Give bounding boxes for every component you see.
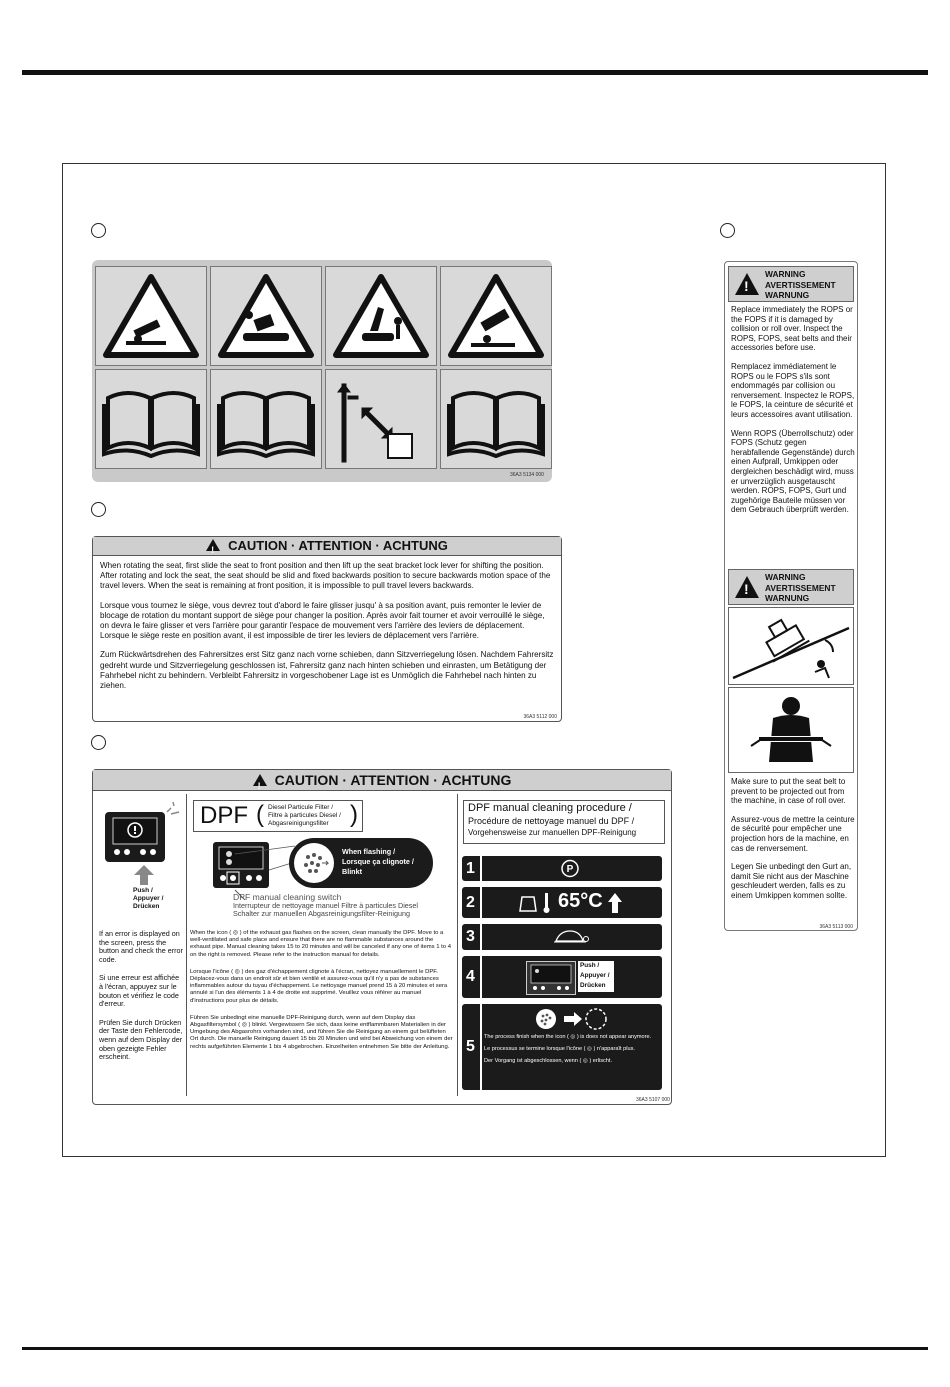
switch-description [233, 902, 418, 918]
track-hazard-pictogram [210, 266, 322, 366]
read-manual-pictogram [210, 369, 322, 469]
procedure-step-5 [462, 1004, 662, 1090]
column-divider [457, 794, 458, 1096]
procedure-title-box [463, 800, 665, 844]
dpf-text-fr: Lorsque l'icône ( ◎ ) des gaz d'échappement clignote à l'écran, nettoyez manuellement le DPF. Déplacez-vous dans un endroit sûr et bien ventilé et assurez-vous qu'il n'y a pas de substances inflammables autour du tuyau d'échappement. Le nettoyage manuel prend 15 à 20 minutes et sera annulé si l'un des éléments 1 à 4 de droite est supprimé. Veuillez vous référer au manuel d'instructions pour plus de détails. [190, 968, 448, 1004]
warning-triangle-icon [253, 774, 267, 786]
label-index-circle [720, 223, 735, 238]
label-index-circle [91, 502, 106, 517]
caution-header [93, 770, 671, 791]
rops-text-de: Wenn ROPS (Überrollschutz) oder FOPS (Schutz gegen herabfallende Gegenstände) durch einen Aufprall, Umkippen oder dergleichen beschädigt wird, muss er unverzüglich ausgetauscht werden. ROPS, FOPS, Gurt und zugehörige Bauteile müssen vor dem Gebrauch überprüft werden. [731, 428, 855, 515]
lever-lock-pictogram [325, 369, 437, 469]
step5-text-en: The process finish when the icon ( ◎ ) is does not appear anymore. [484, 1034, 652, 1040]
belt-text-fr: Assurez-vous de mettre la ceinture de sécurité pour empêcher une projection hors de la machine, en cas de renversement. [731, 814, 855, 853]
label-code: 36A3 5112 000 [523, 714, 557, 720]
step-number: 5 [466, 1038, 475, 1055]
step-number: 2 [466, 893, 475, 911]
warning-en: WARNING [765, 572, 806, 582]
rops-text [731, 305, 855, 524]
coolant-temperature-icon [518, 891, 560, 915]
switch-title: DPF manual cleaning switch [233, 892, 342, 902]
switch-line-fr: Interrupteur de nettoyage manuel Filtre à particules Diesel [233, 901, 418, 910]
dpf-description [268, 804, 341, 827]
warning-de: WARNUNG [765, 290, 810, 300]
paren-open: ( [256, 801, 264, 828]
read-manual-pictogram [440, 369, 552, 469]
caution-title: CAUTION · ATTENTION · ACHTUNG [228, 538, 448, 553]
push-fr: Appuyer / [133, 895, 164, 902]
switch-line-de: Schalter zur manuellen Abgasreinigungsfilter-Reinigung [233, 909, 410, 919]
warning-triangle-icon [735, 273, 759, 295]
label-code: 36A3 5107 000 [636, 1097, 670, 1103]
procedure-title-fr: Procédure de nettoyage manuel du DPF / [468, 816, 635, 826]
dpf-text-en: When the icon ( ◎ ) of the exhaust gas flashes on the screen, clean manually the DPF. Move to a well-ventilated and safe place and ensure that there are no flammable substances around the exhaust pipe. Manual cleaning takes 15 to 20 minutes and will be canceled if any one of items 1 to 4 on the right is removed. Please refer to the instruction manual for details. [190, 930, 451, 958]
svg-text:P: P [566, 864, 574, 875]
procedure-title-en: DPF manual cleaning procedure / [468, 802, 632, 814]
dpf-title-box [193, 800, 363, 832]
caution-text-en: When rotating the seat, first slide the seat to front position and then lift up the seat bracket lock lever for shifting the position. After rotating and lock the seat, the seat should be slid and fixed backwards position to secure backwards motion space of the travel levers. When the seat is remaining at front position, it is impossible to pull travel levers backwards. [100, 561, 551, 591]
push-fr: Appuyer / [580, 972, 610, 979]
push-en: Push / [580, 962, 600, 969]
dpf-icon-disappears [534, 1007, 610, 1031]
error-text-de: Prüfen Sie durch Drücken der Taste den Fehlercode, wenn auf dem Display der oben gezeigte Fehler erscheint. [99, 1017, 183, 1062]
paren-close: ) [350, 801, 358, 828]
pictogram-code: 36A3 5134 000 [510, 472, 544, 478]
warning-triangle-icon [735, 576, 759, 598]
push-label [133, 887, 163, 911]
display-unit-icon [105, 812, 165, 862]
dpf-line-de: Abgasreinigungsfilter [268, 819, 329, 827]
dpf-instructions [190, 930, 454, 1051]
swing-hazard-pictogram [325, 266, 437, 366]
warning-fr: AVERTISSEMENT [765, 279, 836, 290]
warning-head-text [765, 269, 836, 301]
read-manual-pictogram [95, 369, 207, 469]
top-rule [22, 70, 928, 75]
seat-belt-pictogram [728, 687, 854, 773]
seat-caution-label [92, 536, 562, 722]
turtle-low-speed-icon [550, 929, 590, 946]
warning-fr: AVERTISSEMENT [765, 582, 836, 593]
step5-text [484, 1034, 659, 1065]
step5-text-fr: Le processus se termine lorsque l'icône ( ◎ ) n'apparaît plus. [484, 1046, 635, 1052]
procedure-step-3 [462, 924, 662, 950]
belt-text-de: Legen Sie unbedingt den Gurt an, damit Sie nicht aus der Maschine geschleudert werden, falls es zu einem Umkippen kommen sollte. [731, 862, 852, 900]
flash-lines-icon [165, 800, 181, 816]
bottom-rule [22, 1347, 928, 1350]
flashing-en: When flashing / [342, 847, 396, 856]
label-code: 36A3 5113 000 [819, 924, 853, 930]
switch-display-icon [526, 961, 576, 995]
rops-warning-label [724, 261, 858, 931]
rollover-pictogram [728, 607, 854, 685]
caution-text-fr: Lorsque vous tournez le siège, vous devrez tout d'abord le faire glisser jusqu' à sa position avant, puis remonter le levier de blocage de rotation du montant support de siège pour changer la position. Après avoir fait tourner et avoir verrouillé le siège, on devra le faire glisser et vers l'arrière pour garantir l'espace de mouvement vers l'arrière des leviers de déplacement. Lorsque le siège reste en position avant, il est impossible de tirer les leviers de déplacement vers l'arrière. [100, 600, 545, 641]
procedure-step-1 [462, 856, 662, 881]
step4-push-label [578, 961, 614, 992]
push-de: Drücken [580, 982, 606, 989]
warning-en: WARNING [765, 269, 806, 279]
caution-title: CAUTION · ATTENTION · ACHTUNG [274, 772, 512, 788]
rops-text-fr: Remplacez immédiatement le ROPS ou le FOPS s'ils sont endommagés par collision ou renversement. Inspectez le ROPS, le FOPS, la ceinture de sécurité et leurs accessoires avant utilisation. [731, 361, 855, 419]
error-text-en: If an error is displayed on the screen, press the button and check the error code. [99, 929, 183, 964]
flashing-de: Blinkt [342, 867, 362, 876]
label-index-circle [91, 735, 106, 750]
warning-triangle-icon [206, 539, 220, 551]
pictogram-label [92, 260, 552, 482]
flashing-callout [289, 838, 433, 888]
step-number: 4 [466, 968, 475, 985]
caution-header [93, 537, 561, 556]
push-en: Push / [133, 887, 153, 894]
label-index-circle [91, 223, 106, 238]
dpf-line-en: Diesel Particule Filter / [268, 804, 334, 811]
up-arrow-icon [608, 893, 622, 913]
parking-brake-icon [560, 859, 580, 878]
dpf-big-text: DPF [200, 802, 248, 829]
dpf-line-fr: Filtre à particules Diesel / [268, 811, 341, 819]
up-arrow-icon [133, 864, 155, 886]
step5-text-de: Der Vorgang ist abgeschlossen, wenn ( ◎ ) erlischt. [484, 1058, 613, 1064]
flashing-fr: Lorsque ça clignote / [342, 857, 414, 866]
push-de: Drücken [133, 903, 160, 910]
rops-text-en: Replace immediately the ROPS or the FOPS if it is damaged by collision or roll over. Inspect the ROPS, FOPS, seat belts and their accessories before use. [731, 305, 853, 353]
warning-head-text [765, 572, 836, 604]
seat-belt-text [731, 777, 855, 910]
caution-text-de: Zum Rückwärtsdrehen des Fahrersitzes erst Sitz ganz nach vorne schieben, dann Sitzverriegelung lösen. Nachdem Fahrersitz gedreht wurde und Sitzverriegelung geschlossen ist, Fahrersitz ganz nach hinten schieben und einrasten, um Betätigung der Fahrhebel nicht zu behindern. Verbleibt Fahrersitz in vorgeschobener Lage ist es Unmöglich die Fahrhebel nach hinten zu ziehen. [100, 650, 554, 691]
dpf-filter-icon [292, 841, 336, 885]
belt-text-en: Make sure to put the seat belt to prevent to be projected out from the machine, in case of roll over. [731, 777, 846, 806]
warning-header [728, 266, 854, 302]
step-number: 1 [466, 859, 475, 877]
warning-de: WARNUNG [765, 593, 810, 603]
procedure-title-de: Vorgehensweise zur manuellen DPF-Reinigung [468, 828, 637, 837]
procedure-step-2 [462, 887, 662, 918]
error-text-fr: Si une erreur est affichée à l'écran, appuyez sur le bouton et vérifiez le code d'erreur. [99, 973, 180, 1009]
temperature-value: 65°C [558, 890, 603, 912]
column-divider [186, 794, 187, 1096]
procedure-step-4 [462, 956, 662, 998]
crush-hazard-pictogram [95, 266, 207, 366]
dpf-text-de: Führen Sie unbedingt eine manuelle DPF-Reinigung durch, wenn auf dem Display das Abgasfiltersymbol ( ◎ ) blinkt. Vergewissern Sie sich, dass keine entflammbaren Materialien in der Umgebung des Abgasrohrs vorhanden sind, und führen Sie die Reinigung an einem gut belüfteten Ort durch. Die manuelle Reinigung dauert 15 bis 20 Minuten und wird bei Abweichung von einem der rechts aufgeführten Elemente 1 bis 4 abgebrochen. Einzelheiten entnehmen Sie bitte der Anleitung. [190, 1014, 453, 1050]
warning-header [728, 569, 854, 605]
error-instructions [99, 930, 183, 1062]
step-number: 3 [466, 928, 475, 945]
flashing-text [342, 847, 414, 877]
tipping-hazard-pictogram [440, 266, 552, 366]
